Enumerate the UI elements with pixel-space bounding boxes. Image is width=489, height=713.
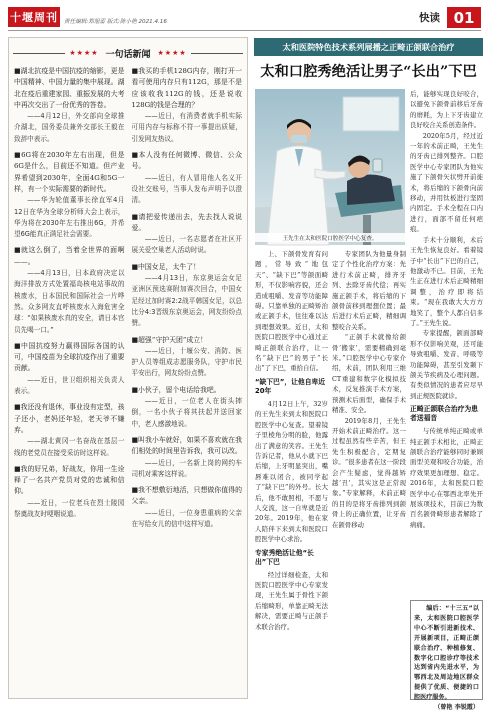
wall-cabinet — [343, 97, 399, 131]
brief-source: ——近日，一位身患重病的父亲在写给女儿的信中这样写道。 — [131, 508, 242, 528]
brief-quote: ■请把爱传递出去，先去找人说说爱。 — [131, 212, 242, 232]
newspaper-logo: 十堰周刊 — [8, 7, 60, 27]
brief-source: ——4月13日，日本政府决定以海洋排放方式处置福岛核电站事故的核废水，日本国民和国际社会一片哗然。众多网友直呼核废水入海危害全球：“如果核废水真的安全，请日本官员先喝一口。” — [14, 269, 125, 334]
brief-source: ——近日，一名志愿者在社区开展关爱空巢老人活动时说。 — [131, 235, 242, 255]
brief-quote: ■中国抗疫努力赢得国际各国的认可，中国疫苗为全球抗疫作出了重要贡献。 — [14, 341, 125, 373]
brief-source: ——近日，一位老人在街头摔倒，一名小伙子将其扶起并送回家中，老人感激地说。 — [131, 397, 242, 428]
brief-source: ——近日，十堰公安、消防、医护人员等组成志愿服务队，守护市民平安出行，网友纷纷点赞。 — [131, 346, 242, 378]
brief-source: ——华为轮值董事长徐直军4月12日在华为全球分析师大会上表示，华为将在2030年左右推出6G，并希望6G能真正满足社会需要。 — [14, 196, 125, 239]
brief-quote: ■湖北抗疫是中国抗疫的缩影，更是中国精神、中国力量的集中展现。湖北在疫后重建家园、重振发展的大考中再次交出了一份优秀的答卷。 — [14, 67, 125, 109]
article-paragraph: 2020年5月，经过近一年的术前正畸，王先生的牙齿已排列整齐。口腔医学中心专家团队为他实施了下颌骨矢状劈开前徙术，将后缩的下颌骨向前移动，并用钛板进行坚固内固定。手术全程在口内进行，面部不留任何疤痕。 — [410, 131, 483, 234]
brief-quote: ■本人没有任何微博、微信、公众号。 — [131, 151, 242, 171]
brief-source: ——近日，一名新上岗的网约车司机对乘客这样说。 — [131, 458, 242, 478]
article-column-2 — [332, 249, 406, 700]
brief-item — [14, 245, 125, 335]
article-paragraph: 4月12日上午，32岁的王先生来到太和医院口腔医学中心复查。望着镜子里棱角分明的脸，他露出了满意的笑容。王先生告诉记者，他从小就下巴后缩，上牙明显突出，嘴唇难以闭合，被同学起了“缺下巴”的外号。长大后，他不敢照相，不愿与人交流，这一自卑就是近20年。2019年，他在家人陪伴下来到太和医院口腔医学中心求治。 — [255, 399, 328, 544]
brief-item — [14, 464, 125, 520]
brief-quote: ■我的好兄弟，好战友，你用一生诠释了一名共产党员对党的忠诚和信仰。 — [14, 464, 125, 496]
feature-headline: 太和口腔秀绝活让男子“长出”下巴 — [260, 64, 477, 80]
brief-item — [132, 262, 243, 330]
article-column-3-text — [410, 89, 483, 597]
editor-credits: 责任编辑:郑旭雷 版式:陈小艳 2021.4.16 — [64, 19, 167, 25]
brief-quote: ■我买的手机128G内存，刚打开一看可使用内存只有112G，那是不是应该收我112G的钱，还是说收128G的钱是合理的？ — [131, 67, 242, 109]
article-paragraph: 专家团队为他量身制定了个性化治疗方案：先进行术前正畸，排齐牙列、去除牙齿代偿；再实施正颌手术，将后缩的下颌骨前移到理想位置；最后进行术后正畸，精细调整咬合关系。 — [332, 250, 406, 331]
brief-quote: ■就这么倒了，当着全世界的面啊——。 — [14, 246, 125, 266]
article-paragraph: “正颌手术就像给颌骨‘搬家’，需要精确到毫米。”口腔医学中心专家介绍，术前，团队利用三维CT重建和数字化模拟技术，反复推演手术方案，预测术后面型，确保手术精准、安全。 — [332, 333, 406, 415]
brief-quote: ■叫我小车就好，如果不喜欢就在我们相处的时间里告诉我，我可以改。 — [131, 435, 242, 456]
brief-item — [132, 435, 243, 480]
page-number: 01 — [447, 7, 481, 28]
star-ornament-left: ★★★★ — [69, 49, 99, 57]
header-divider — [8, 30, 481, 31]
brief-source: ——湖北黄冈一名奋战在基层一线的老党员在接受采访时这样说。 — [14, 437, 125, 457]
article-subhead: “缺下巴”，让他自卑近20年 — [255, 377, 326, 395]
heading-rule-left — [13, 53, 65, 54]
article-paragraph: 手术十分顺利，术后王先生恢复良好。看着镜子中“长出”下巴的自己，他激动不已。目前，王先生正在进行术后正畸精细调整，治疗即将结束。“现在我敢大大方方地笑了，整个人都自信多了。”王先生说。 — [410, 235, 483, 327]
brief-item — [132, 485, 243, 530]
brief-item — [132, 150, 243, 206]
hand-mirror — [373, 159, 382, 172]
brief-source: ——4月12日，外交部向全球推介湖北，国务委员兼外交部长王毅在致辞中表示。 — [14, 112, 125, 143]
article-paragraph: 后，能够实现良好咬合，以避免下颌骨前移后牙齿的磨耗，为上下牙齿建立良好咬合关系创造条件。 — [410, 90, 483, 130]
brief-quote: ■中国女足，太牛了！ — [131, 262, 201, 271]
article-byline: （曾艳 李锐霞） — [434, 704, 479, 712]
article-paragraph: 专家提醒，颌面部畸形不仅影响美观，还可能导致咀嚼、发音、呼吸等功能障碍，甚至引发颞下颌关节疾病及心理问题。有类似情况的患者应尽早到正规医院就诊。 — [410, 329, 483, 400]
article-paragraph: 上、下颌骨发育有问题，常导致“地包天”、“缺下巴”等颌面畸形，不仅影响容貌，还会造成咀嚼、发音等功能障碍。只靠单独的正畸矫治或正颌手术，往往难以达到理想效果。近日，太和医院口腔医学中心通过正畸正颌联合治疗，让一名“缺下巴”的男子“长出”了下巴，重拾自信。 — [255, 250, 328, 373]
patient-figure — [347, 174, 395, 205]
brief-item — [132, 385, 243, 430]
photo-caption: 王先生在太和医院口腔医学中心复查。 — [255, 233, 405, 242]
feature-photo — [255, 89, 405, 245]
brief-item — [132, 212, 243, 257]
article-column-3 — [410, 89, 483, 712]
briefs-title: 一句话新闻 — [105, 49, 151, 60]
brief-item — [14, 341, 125, 397]
brief-source: ——近日，一位老兵在烈士陵园祭奠战友时哽咽说道。 — [14, 498, 125, 518]
briefs-list — [14, 66, 242, 694]
brief-item — [14, 66, 125, 145]
article-subhead: 正畸正颌联合治疗为患者送福音 — [410, 405, 478, 423]
briefs-heading — [13, 46, 243, 60]
section-label: 快读 — [419, 12, 440, 24]
brief-source: ——近日，有消费者就手机实际可用内存与标称不符一事提出质疑，引发网友热议。 — [131, 112, 242, 143]
brief-quote: ■我还没有退休，事业没有定型，孩子还小，老妈还年轻，老天爷不嫌弃。 — [14, 403, 125, 434]
article-subhead: 专家秀绝活让他“长出”下巴 — [255, 548, 314, 566]
briefs-panel — [8, 37, 248, 699]
article-paragraph: 2019年8月，王先生开始术前正畸治疗。这一过程虽然有些辛苦，但王先生积极配合，定期复诊。“很多患者在这一阶段会产生疑虑，觉得越矫越‘丑’，其实这是正常现象。”专家解释，术前正畸的目的是将牙齿排列到颌骨上的正确位置，让牙齿在颌骨移动 — [332, 416, 406, 529]
brief-source: ——4月13日，东京奥运会女足亚洲区预选赛附加赛次回合，中国女足经过加时赛2:2战平韩国女足，以总比分4:3晋级东京奥运会，网友纷纷点赞。 — [131, 274, 242, 328]
feature-series-banner: 太和医院特色技术系列展播之正畸正颌联合治疗 — [254, 38, 483, 56]
heading-rule-right — [191, 53, 243, 54]
editor-note-text: 编后：“十三五”以来，太和医院口腔医学中心不断引进新技术、开展新项目，正畸正颌联合治疗、种植修复、数字化口腔诊疗等技术达到省内先进水平，为鄂西北及周边地区群众提供了优质、便捷的口腔医疗服务。 — [414, 605, 479, 702]
brief-source: ——近日，世卫组织相关负责人表示。 — [14, 375, 125, 396]
article-column-1 — [255, 249, 328, 700]
doctor-mask — [291, 135, 307, 143]
brief-source: ——近日，有人冒用他人名义开设社交账号，当事人发布声明予以澄清。 — [131, 173, 242, 205]
clinic-scene — [255, 89, 405, 245]
brief-item — [14, 150, 125, 240]
editor-note-box — [410, 600, 483, 712]
star-ornament-right: ★★★★ — [157, 49, 187, 57]
article-paragraph: 经过详细检查，太和医院口腔医学中心专家发现，王先生属于骨性下颌后缩畸形，单靠正畸无法解决，需要正畸与正颌手术联合治疗。 — [255, 570, 328, 631]
article-paragraph: 与传统单纯正畸或单纯正颌手术相比，正畸正颌联合治疗能够同时兼顾面型美观和咬合功能，治疗效果更加理想、稳定。2016年，太和医院口腔医学中心在鄂西北率先开展该项技术，目前已为数百名颌骨畸形患者解除了病痛。 — [410, 427, 483, 529]
brief-item — [132, 335, 243, 380]
brief-quote: ■6G将在2030年左右出现，但是6G是什么，目前还不知道。但产业界希望到2030年，全面4G和5G一样，有一个实际需要的新时代。 — [14, 151, 125, 193]
brief-quote: ■超强“守护天团”成立！ — [131, 335, 208, 344]
brief-quote: ■小伙子，留个电话给我吧。 — [131, 385, 221, 394]
brief-item — [132, 66, 243, 145]
brief-item — [14, 402, 125, 458]
brief-quote: ■我不想敷衍地活，只想做你值得的父亲。 — [131, 486, 242, 506]
